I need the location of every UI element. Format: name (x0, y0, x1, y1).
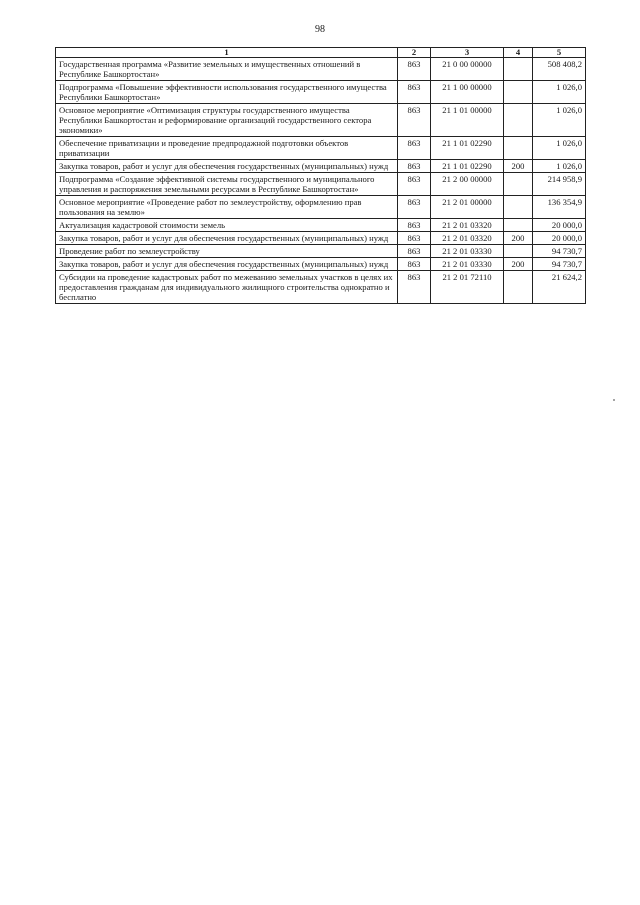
row-name-cell: Закупка товаров, работ и услуг для обеспечения государственных (муниципальных) нужд (56, 258, 398, 271)
row-target-article-cell: 21 2 01 03330 (431, 245, 504, 258)
row-name-cell: Закупка товаров, работ и услуг для обеспечения государственных (муниципальных) нужд (56, 160, 398, 173)
row-department-code-cell: 863 (398, 245, 431, 258)
row-name-cell: Актуализация кадастровой стоимости земель (56, 219, 398, 232)
row-department-code-cell: 863 (398, 160, 431, 173)
row-department-code-cell: 863 (398, 219, 431, 232)
column-header-4: 4 (504, 48, 533, 58)
row-target-article-cell: 21 1 01 00000 (431, 104, 504, 137)
table-row (56, 271, 586, 304)
table-row (56, 219, 586, 232)
row-amount-cell: 1 026,0 (533, 160, 586, 173)
column-header-1: 1 (56, 48, 398, 58)
row-amount-cell: 1 026,0 (533, 137, 586, 160)
row-name-cell: Основное мероприятие «Оптимизация структуры государственного имущества Республики Башкортостан и реформирование организаций государственного сектора экономики» (56, 104, 398, 137)
table-row (56, 245, 586, 258)
row-department-code-cell: 863 (398, 137, 431, 160)
row-amount-cell: 508 408,2 (533, 58, 586, 81)
row-expense-type-cell (504, 245, 533, 258)
column-header-5: 5 (533, 48, 586, 58)
row-expense-type-cell: 200 (504, 160, 533, 173)
row-department-code-cell: 863 (398, 58, 431, 81)
row-amount-cell: 1 026,0 (533, 81, 586, 104)
table-row (56, 58, 586, 81)
row-department-code-cell: 863 (398, 81, 431, 104)
row-amount-cell: 20 000,0 (533, 232, 586, 245)
row-department-code-cell: 863 (398, 271, 431, 304)
row-target-article-cell: 21 1 01 02290 (431, 137, 504, 160)
row-expense-type-cell (504, 58, 533, 81)
row-amount-cell: 94 730,7 (533, 245, 586, 258)
row-target-article-cell: 21 2 01 03320 (431, 232, 504, 245)
row-target-article-cell: 21 0 00 00000 (431, 58, 504, 81)
row-amount-cell: 136 354,9 (533, 196, 586, 219)
row-target-article-cell: 21 2 01 72110 (431, 271, 504, 304)
row-amount-cell: 1 026,0 (533, 104, 586, 137)
row-amount-cell: 21 624,2 (533, 271, 586, 304)
table-row (56, 258, 586, 271)
row-name-cell: Закупка товаров, работ и услуг для обеспечения государственных (муниципальных) нужд (56, 232, 398, 245)
row-expense-type-cell: 200 (504, 232, 533, 245)
table-row (56, 81, 586, 104)
table-row (56, 160, 586, 173)
row-expense-type-cell (504, 104, 533, 137)
row-department-code-cell: 863 (398, 232, 431, 245)
row-amount-cell: 214 958,9 (533, 173, 586, 196)
row-target-article-cell: 21 1 00 00000 (431, 81, 504, 104)
row-name-cell: Подпрограмма «Повышение эффективности использования государственного имущества Республики Башкортостан» (56, 81, 398, 104)
table-row (56, 173, 586, 196)
row-amount-cell: 20 000,0 (533, 219, 586, 232)
row-target-article-cell: 21 2 00 00000 (431, 173, 504, 196)
row-expense-type-cell (504, 81, 533, 104)
table-body (56, 58, 586, 304)
row-target-article-cell: 21 1 01 02290 (431, 160, 504, 173)
scan-speck (613, 399, 615, 401)
row-target-article-cell: 21 2 01 00000 (431, 196, 504, 219)
page-number: 98 (315, 24, 325, 35)
table-header-row (56, 48, 586, 58)
row-name-cell: Субсидии на проведение кадастровых работ по межеванию земельных участков в целях их предоставления гражданам для индивидуального жилищного строительства однократно и бесплатно (56, 271, 398, 304)
row-name-cell: Государственная программа «Развитие земельных и имущественных отношений в Республике Башкортостан» (56, 58, 398, 81)
row-department-code-cell: 863 (398, 258, 431, 271)
table-row (56, 196, 586, 219)
column-header-2: 2 (398, 48, 431, 58)
row-expense-type-cell (504, 196, 533, 219)
column-header-3: 3 (431, 48, 504, 58)
row-department-code-cell: 863 (398, 173, 431, 196)
row-expense-type-cell (504, 137, 533, 160)
row-target-article-cell: 21 2 01 03330 (431, 258, 504, 271)
table-row (56, 137, 586, 160)
row-expense-type-cell (504, 271, 533, 304)
row-amount-cell: 94 730,7 (533, 258, 586, 271)
table-row (56, 232, 586, 245)
row-expense-type-cell (504, 219, 533, 232)
row-expense-type-cell (504, 173, 533, 196)
row-department-code-cell: 863 (398, 104, 431, 137)
row-expense-type-cell: 200 (504, 258, 533, 271)
table-row (56, 104, 586, 137)
budget-table (55, 47, 586, 304)
row-target-article-cell: 21 2 01 03320 (431, 219, 504, 232)
row-name-cell: Обеспечение приватизации и проведение предпродажной подготовки объектов приватизации (56, 137, 398, 160)
row-name-cell: Подпрограмма «Создание эффективной системы государственного и муниципального управления и распоряжения земельными ресурсами в Республике Башкортостан» (56, 173, 398, 196)
row-name-cell: Проведение работ по землеустройству (56, 245, 398, 258)
row-name-cell: Основное мероприятие «Проведение работ по землеустройству, оформлению прав пользования на землю» (56, 196, 398, 219)
row-department-code-cell: 863 (398, 196, 431, 219)
